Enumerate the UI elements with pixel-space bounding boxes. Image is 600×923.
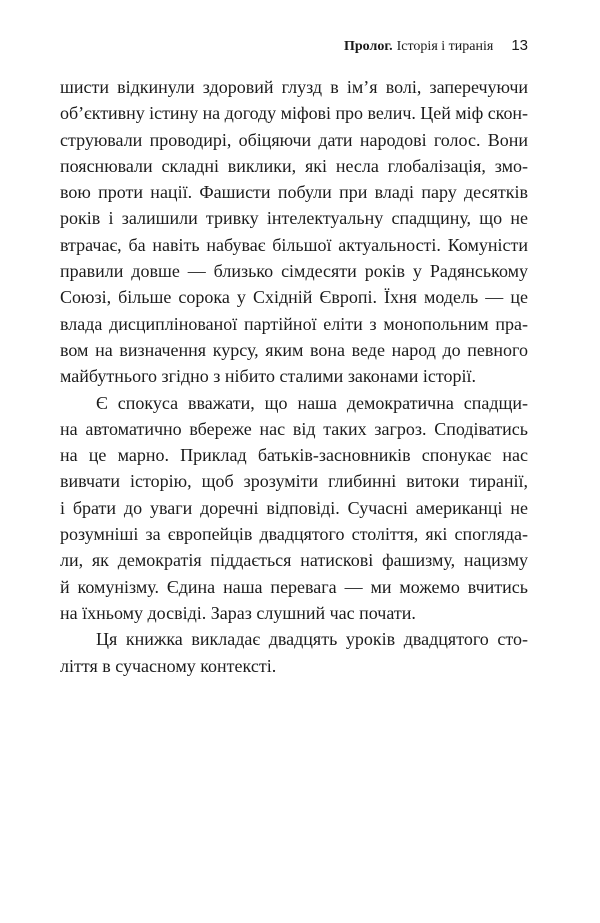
text-line: влада дисциплінованої партійної еліти з монопольним пра-	[60, 313, 528, 334]
page-number: 13	[511, 37, 528, 54]
text-line: правили довше — близько сімдесяти років у Радянському	[60, 261, 528, 282]
text-line: об’єктивну істину на догоду міфові про велич. Цей міф скон-	[60, 103, 528, 124]
text-line: Є спокуса вважати, що наша демократична спадщи-	[96, 392, 528, 413]
text-line: ліття в сучасному контексті.	[60, 655, 277, 676]
text-line: вом на визначення курсу, яким вона веде народ до певного	[60, 339, 528, 360]
text-line: на автоматично вбереже нас від таких загроз. Сподіватись	[60, 418, 528, 439]
body-text	[60, 74, 528, 679]
text-line: на їхньому досвіді. Зараз слушний час почати.	[60, 602, 416, 623]
text-line: ли, як демократія піддається натискові фашизму, нацизму	[60, 550, 528, 571]
running-header	[60, 37, 528, 59]
text-line: Ця книжка викладає двадцять уроків двадцятого сто-	[96, 629, 528, 650]
text-line: струювали проводирі, обіцяючи дати народові голос. Вони	[60, 129, 528, 150]
text-line: розумніші за європейців двадцятого століття, які спогляда-	[60, 524, 528, 545]
paragraph-2	[60, 390, 528, 627]
text-line: Союзі, більше сорока у Східній Європі. Їхня модель — це	[60, 287, 528, 308]
text-line: шисти відкинули здоровий глузд в ім’я волі, заперечуючи	[60, 77, 528, 97]
text-line: майбутнього згідно з нібито сталими законами історії.	[60, 366, 477, 387]
text-line: й комунізму. Єдина наша перевага — ми можемо вчитись	[60, 576, 528, 597]
chapter-title: Пролог.	[344, 39, 393, 54]
paragraph-3	[60, 626, 528, 679]
text-line: вивчати історію, щоб зрозуміти глибинні витоки тиранії,	[60, 471, 528, 492]
text-line: втрачає, ба навіть набуває більшої актуальності. Комуністи	[60, 234, 528, 255]
text-line: років і залишили тривку інтелектуальну спадщину, що не	[60, 208, 528, 229]
text-line: пояснювали складні виклики, які несла глобалізація, змо-	[60, 155, 528, 176]
text-line: вою проти нації. Фашисти побули при владі пару десятків	[60, 182, 528, 203]
text-line: і брати до уваги доречні відповіді. Сучасні американці не	[60, 497, 528, 518]
text-line: на це марно. Приклад батьків-засновників спонукає нас	[60, 445, 528, 466]
section-title: Історія і тиранія	[396, 39, 494, 54]
paragraph-1	[60, 74, 528, 390]
